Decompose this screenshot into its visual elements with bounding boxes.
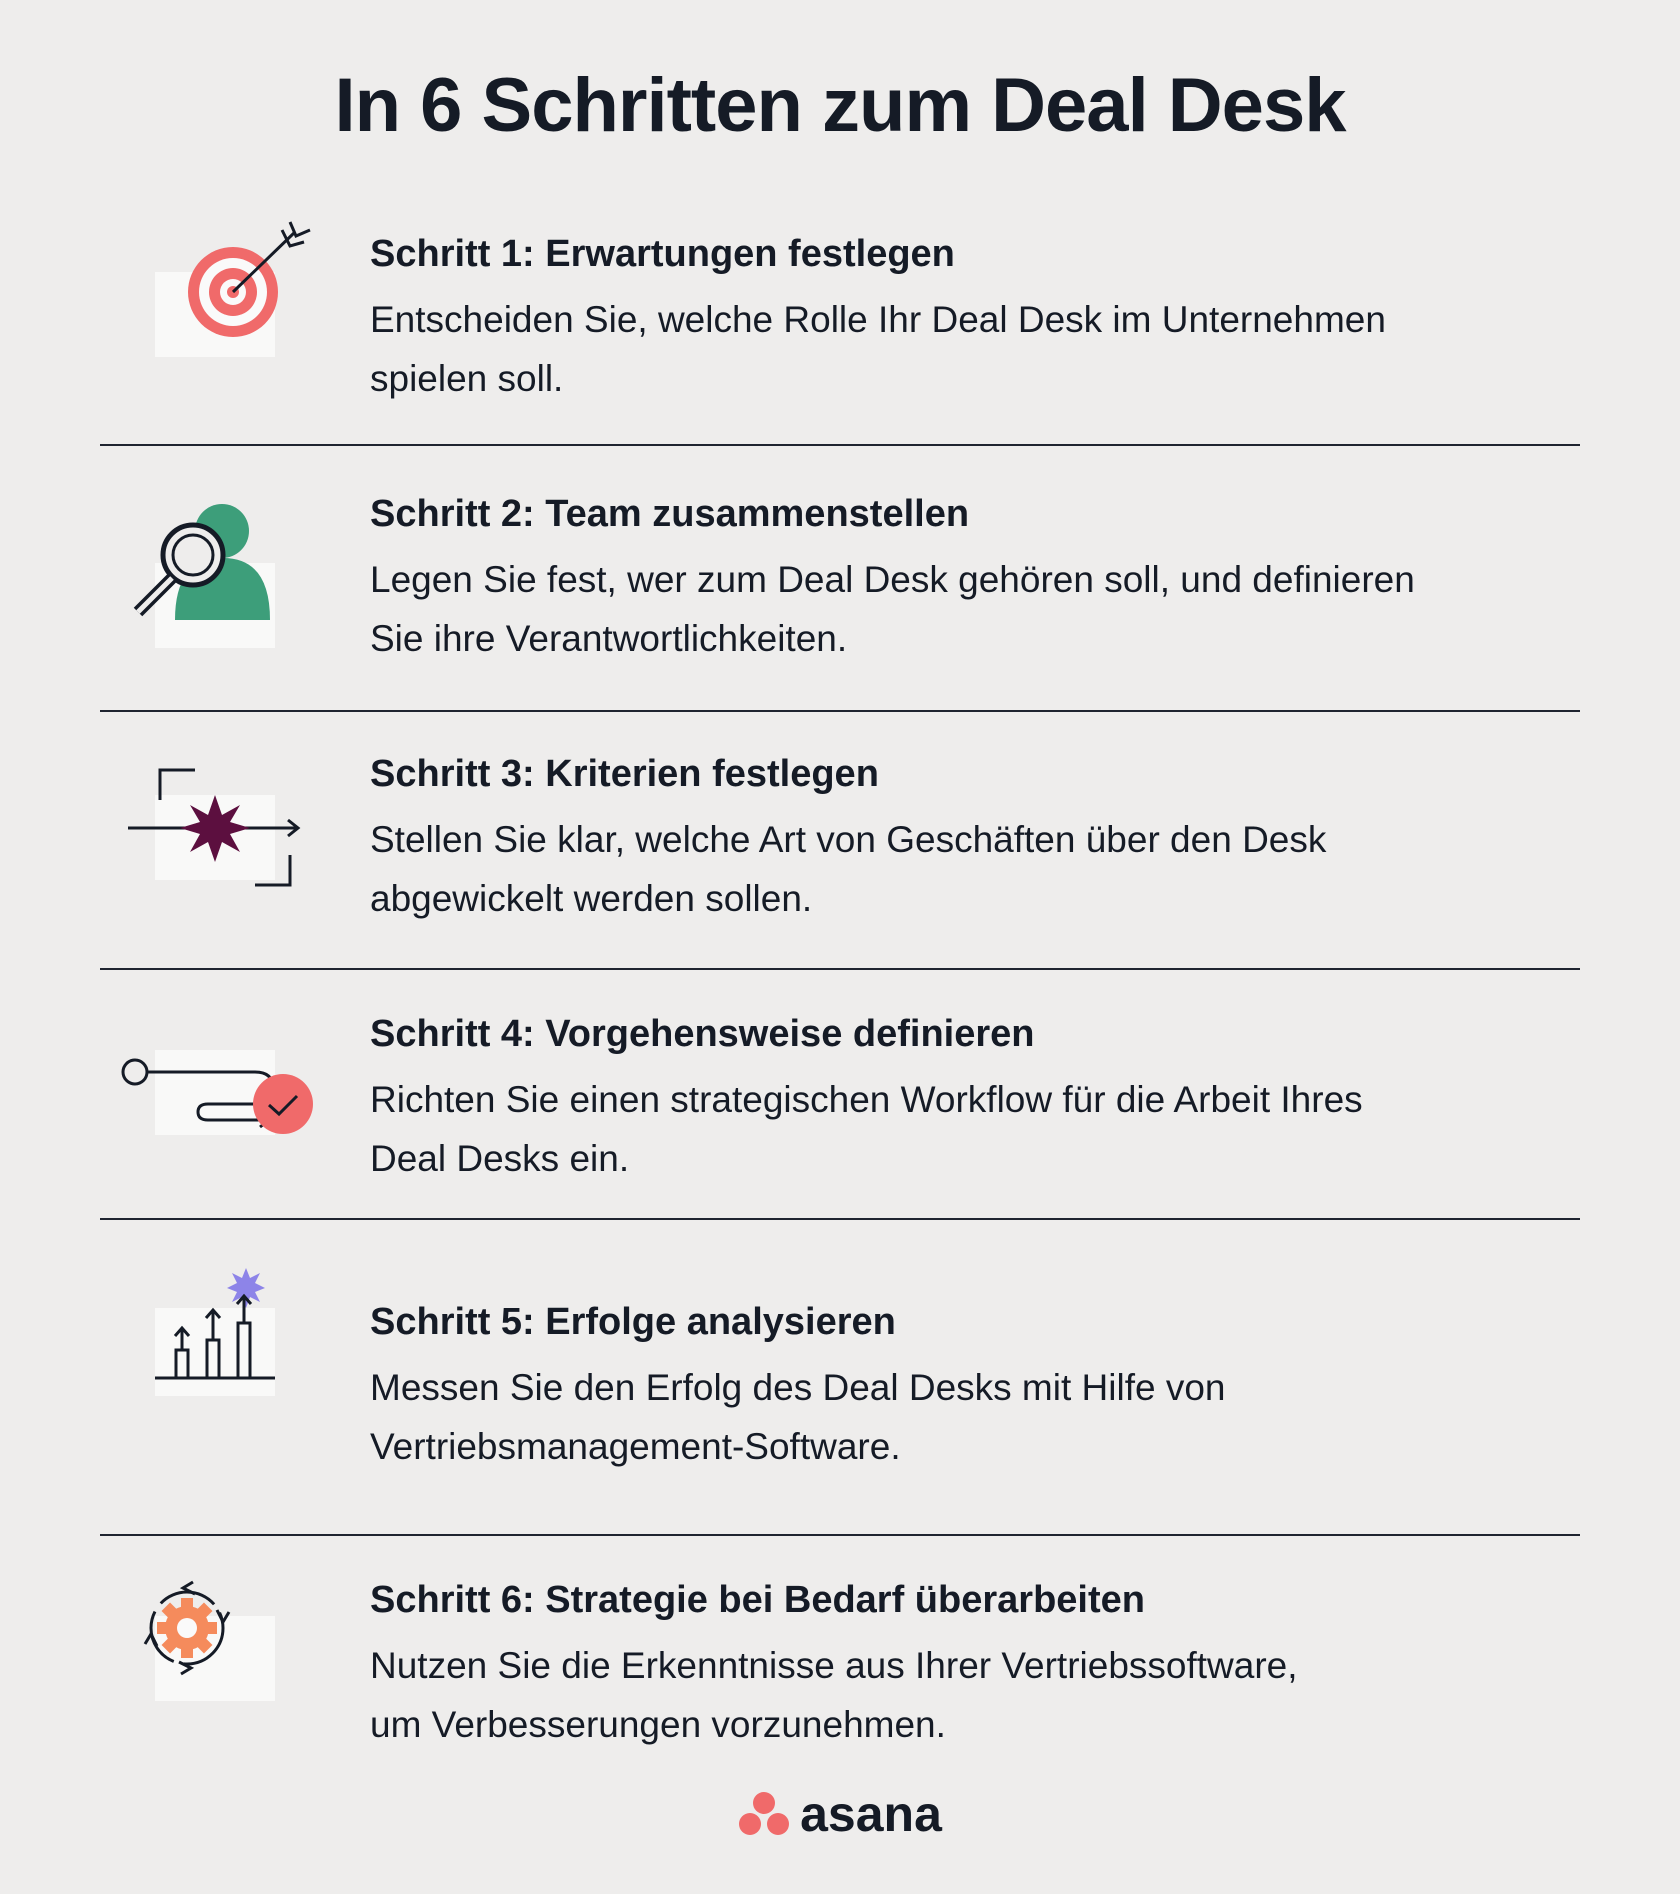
starburst-crosshair-icon [120, 760, 320, 960]
target-arrow-icon [120, 222, 320, 422]
step-5-title: Schritt 5: Erfolge analysieren [370, 1301, 896, 1343]
step-4-title: Schritt 4: Vorgehensweise definieren [370, 1013, 1035, 1055]
divider [100, 1534, 1580, 1536]
step-2-description: Legen Sie fest, wer zum Deal Desk gehören soll, und definieren Sie ihre Verantwortlichkeiten. [370, 559, 1415, 659]
bar-chart-growth-icon [120, 1228, 320, 1428]
step-2-text [370, 490, 1520, 668]
person-magnifier-icon [120, 488, 320, 688]
step-5-description: Messen Sie den Erfolg des Deal Desks mit Hilfe von Vertriebsmanagement-Software. [370, 1367, 1226, 1467]
step-1-title: Schritt 1: Erwartungen festlegen [370, 233, 955, 275]
step-2-title: Schritt 2: Team zusammenstellen [370, 493, 970, 535]
asana-wordmark: asana [800, 1786, 942, 1842]
step-5-text [370, 1298, 1520, 1476]
page-title: In 6 Schritten zum Deal Desk [334, 63, 1346, 148]
gear-cycle-icon [120, 1566, 320, 1766]
step-3-text [370, 750, 1520, 928]
step-1-description: Entscheiden Sie, welche Rolle Ihr Deal Desk im Unternehmen spielen soll. [370, 299, 1386, 399]
divider [100, 710, 1580, 712]
step-3-title: Schritt 3: Kriterien festlegen [370, 753, 879, 795]
step-6-text [370, 1576, 1520, 1754]
step-4-description: Richten Sie einen strategischen Workflow für die Arbeit Ihres Deal Desks ein. [370, 1079, 1363, 1179]
step-3-description: Stellen Sie klar, welche Art von Geschäften über den Desk abgewickelt werden sollen. [370, 819, 1327, 919]
divider [100, 1218, 1580, 1220]
step-1-text [370, 230, 1520, 408]
divider [100, 444, 1580, 446]
step-6-title: Schritt 6: Strategie bei Bedarf überarbeiten [370, 1579, 1145, 1621]
asana-dots-icon [738, 1791, 790, 1837]
asana-logo [0, 1785, 1680, 1843]
divider [100, 968, 1580, 970]
workflow-check-icon [120, 1020, 320, 1220]
step-6-description: Nutzen Sie die Erkenntnisse aus Ihrer Vertriebssoftware, um Verbesserungen vorzunehmen. [370, 1645, 1298, 1745]
step-4-text [370, 1010, 1520, 1188]
